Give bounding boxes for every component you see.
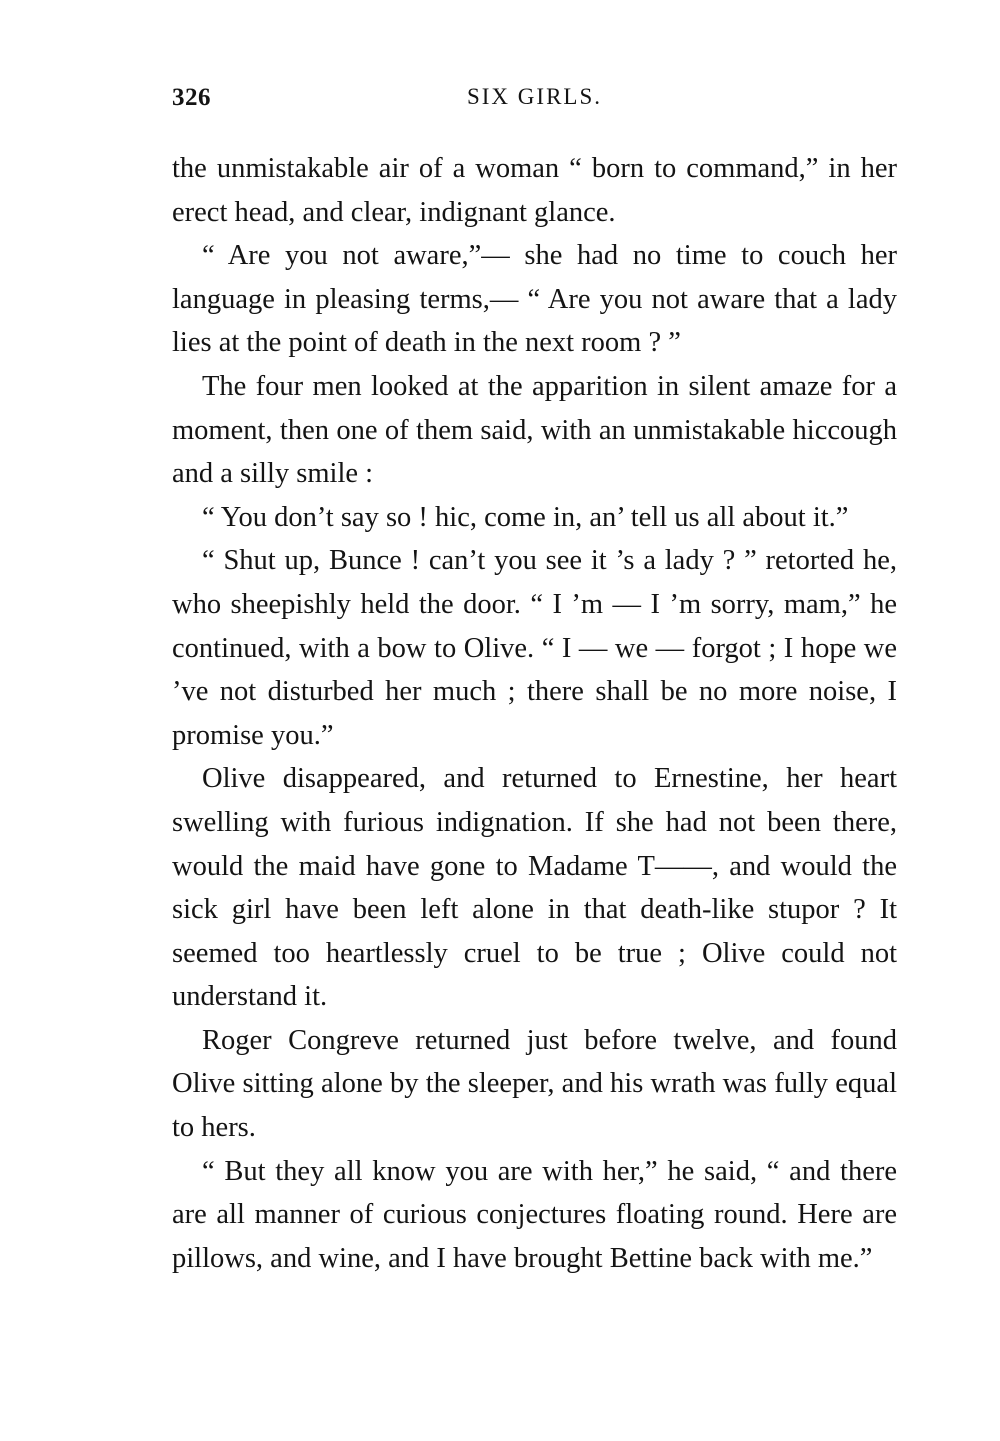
paragraph-continuation: the unmistakable air of a woman “ born to command,” in her erect head, and clear, indignant glance. — [172, 153, 897, 228]
paragraph: “ Shut up, Bunce ! can’t you see it ’s a lady ? ” retorted he, who sheepishly held the door. “ I ’m — I ’m sorry, mam,” he continued, with a bow to Olive. “ I — we — forgot ; I hope we ’ve not disturbed her much ; there shall be no more noise, I promise you.” — [172, 545, 897, 751]
paragraph: The four men looked at the apparition in silent amaze for a moment, then one of them said, with an unmistakable hiccough and a silly smile : — [172, 370, 897, 490]
paragraph: “ You don’t say so ! hic, come in, an’ tell us all about it.” — [202, 501, 849, 533]
page-number: 326 — [172, 84, 211, 111]
paragraph: “ Are you not aware,”— she had no time to couch her language in pleasing terms,— “ Are you not aware that a lady lies at the point of death in the next room ? ” — [172, 240, 897, 359]
running-title: SIX GIRLS. — [466, 84, 602, 109]
page-header — [172, 84, 897, 120]
body-text — [172, 147, 897, 1280]
paragraph: Olive disappeared, and returned to Ernestine, her heart swelling with furious indignation. If she had not been there, would the maid have gone to Madame T——, and would the sick girl have been left alone in that death-like stupor ? It seemed too heartlessly cruel to be true ; Olive could not understand it. — [172, 763, 897, 1013]
paragraph: Roger Congreve returned just before twelve, and found Olive sitting alone by the sleeper, and his wrath was fully equal to hers. — [172, 1024, 897, 1144]
paragraph: “ But they all know you are with her,” he said, “ and there are all manner of curious conjectures floating round. Here are pillows, and wine, and I have brought Bettine back with me.” — [172, 1155, 897, 1274]
